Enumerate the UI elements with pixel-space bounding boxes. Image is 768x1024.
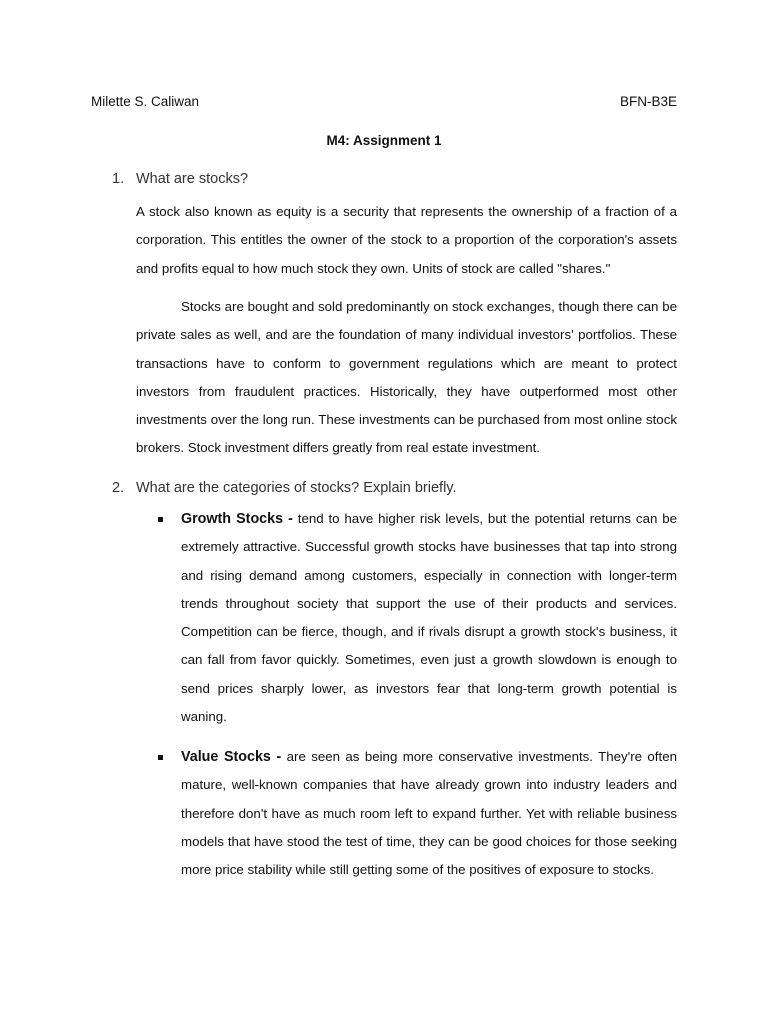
bullet-description: tend to have higher risk levels, but the potential returns can be extremely attractive. Successful growth stocks have businesses that tap into strong and rising demand among customers, especially in connection with longer-term trends throughout society that support the use of their products and services. Competition can be fierce, though, and if rivals disrupt a growth stock's business, it can fall from favor quickly. Sometimes, even just a growth slowdown is enough to send prices sharply lower, as investors fear that long-term growth potential is waning. — [181, 511, 677, 725]
page-title: M4: Assignment 1 — [326, 133, 442, 148]
bullet-term: Growth Stocks - — [181, 511, 293, 527]
bullet-term: Value Stocks - — [181, 749, 282, 765]
bullet-description: are seen as being more conservative investments. They're often mature, well-known companies that have already grown into industry leaders and therefore don't have as much room left to expand further. Yet with reliable business models that have stood the test of time, they can be good choices for those seeking more price stability while still getting some of the positives of exposure to stocks. — [181, 749, 677, 878]
question-1 — [112, 171, 248, 187]
answer-paragraph: A stock also known as equity is a security that represents the ownership of a fraction of a corporation. This entitles the owner of the stock to a proportion of the corporation's assets and profits equal to how much stock they own. Units of stock are called "shares." — [136, 204, 677, 276]
list-item — [181, 505, 677, 731]
list-item — [181, 743, 677, 884]
bullet-square-icon — [158, 517, 163, 522]
question-2 — [112, 480, 457, 496]
answer-paragraph: Stocks are bought and sold predominantly on stock exchanges, though there can be private sales as well, and are the foundation of many individual investors' portfolios. These transactions have to conform to government regulations which are meant to protect investors from fraudulent practices. Historically, they have outperformed most other investments over the long run. These investments can be purchased from most online stock brokers. Stock investment differs greatly from real estate investment. — [136, 299, 677, 456]
section-code: BFN-B3E — [619, 94, 677, 109]
bullet-square-icon — [158, 755, 163, 760]
question-number: 2. — [112, 480, 125, 496]
question-text: What are stocks? — [136, 171, 249, 187]
question-text: What are the categories of stocks? Explain briefly. — [136, 480, 457, 496]
author-name: Milette S. Caliwan — [91, 94, 200, 109]
question-number: 1. — [112, 171, 125, 187]
